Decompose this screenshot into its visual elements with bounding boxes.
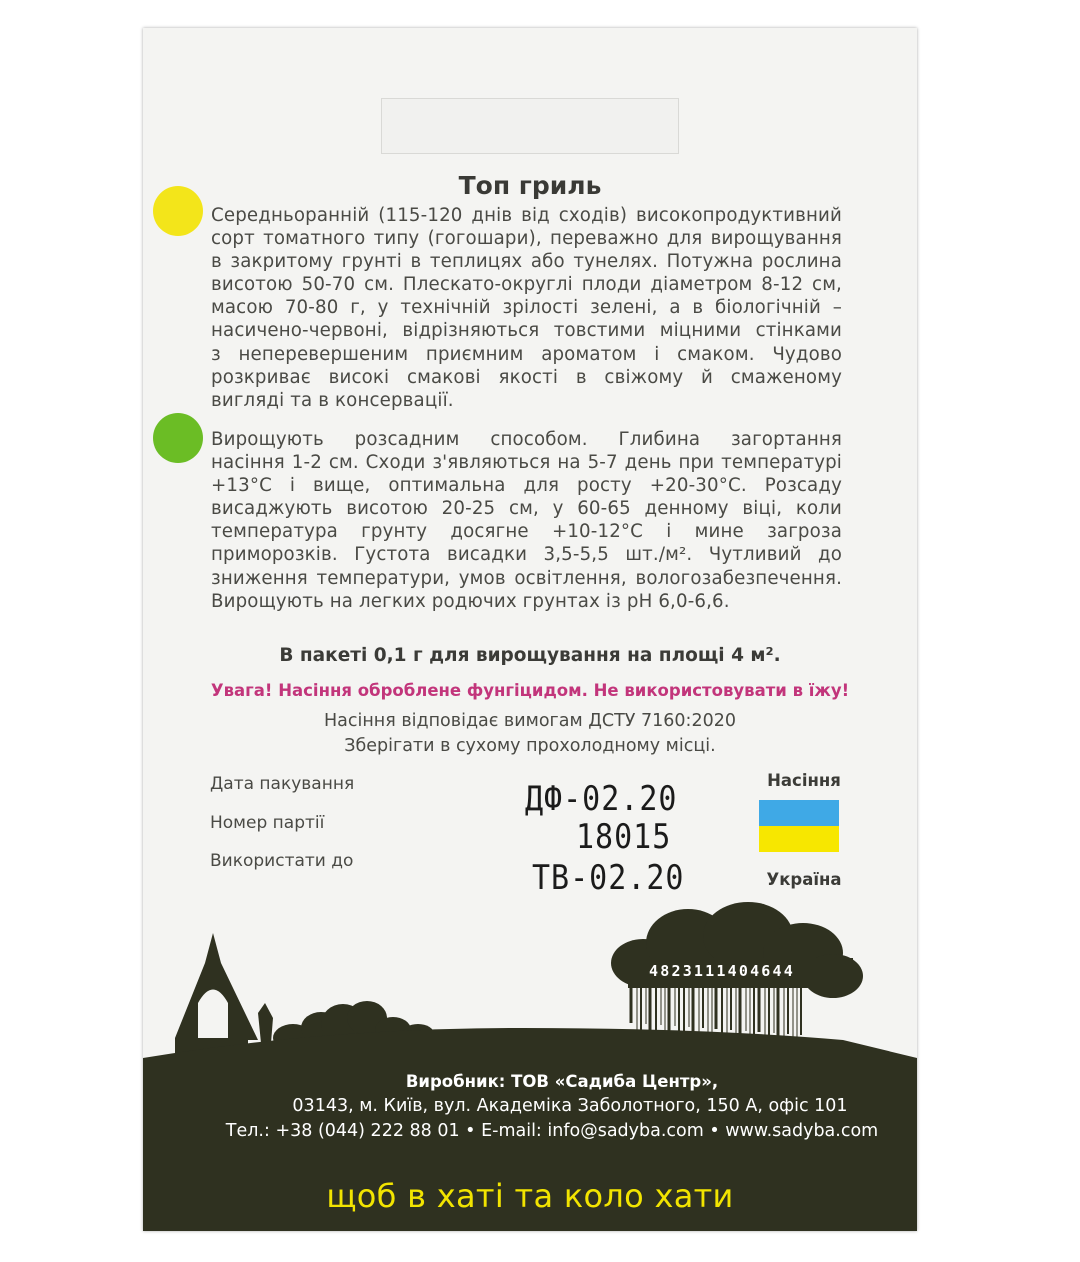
variety-title: Топ гриль [458,171,602,200]
growing-line: +13°С і вище, оптимальна для росту +20-30°С. Розсаду [211,475,842,497]
description-line: масою 70-80 г, у технічній зрілості зелені, а в біологічній – [211,297,842,319]
producer-contacts: Тел.: +38 (044) 222 88 01 • E-mail: info@sadyba.com • www.sadyba.com [225,1121,879,1141]
description-line: вигляді та в консервації. [211,389,454,411]
description-line: розкриває високі смакові якості в свіжому й смаженому [211,366,842,388]
packet-contents: В пакеті 0,1 г для вирощування на площі 4 м². [279,645,781,666]
producer-address: 03143, м. Київ, вул. Академіка Заболотного, 150 А, офіс 101 [292,1096,848,1116]
growing-line: температура грунту досягне +10-12°С і мине загроза [211,521,842,543]
growing-line: висаджують висотою 20-25 см, у 60-65 денному віці, коли [211,498,842,520]
producer-name: Виробник: ТОВ «Садиба Центр», [405,1072,719,1091]
use-by-stamp: ТВ-02.20 [532,858,685,899]
growing-line: Вирощують розсадним способом. Глибина загортання [211,429,842,450]
growing-line: приморозків. Густота висадки 3,5-5,5 шт./м². Чутливий до [211,544,842,566]
brand-slogan: щоб в хаті та коло хати [326,1177,734,1215]
use-by-label: Використати до [210,851,354,871]
flag-top-caption: Насіння [767,771,841,790]
description-line: з неперевершеним приємним ароматом і смаком. Чудово [211,343,842,365]
seed-packet-back [143,28,917,1231]
growing-line: Вирощують на легких родючих грунтах із рН 6,0-6,6. [211,590,730,612]
flag-bottom-caption: Україна [766,870,842,889]
standard-compliance: Насіння відповідає вимогам ДСТУ 7160:2020 [324,711,736,731]
landscape-silhouette [143,28,917,1231]
batch-stamp: 18015 [576,817,672,858]
batch-label: Номер партії [210,813,325,833]
pack-date-stamp: ДФ-02.20 [525,779,678,820]
storage-instructions: Зберігати в сухому прохолодному місці. [344,736,716,756]
description-line: насичено-червоні, відрізняються товстими міцними стінками [211,320,842,342]
description-line: висотою 50-70 см. Плескато-округлі плоди діаметром 8-12 см, [211,274,842,296]
pack-date-label: Дата пакування [210,774,355,794]
description-line: сорт томатного типу (гогошари), переважно для вирощування [211,228,842,250]
growing-line: насіння 1-2 см. Сходи з'являються на 5-7 день при температурі [211,452,842,474]
description-line: в закритому грунті в теплицях або тунелях. Потужна рослина [211,251,842,273]
house-window-icon [198,990,228,1039]
description-line: Середньоранній (115-120 днів від сходів) високопродуктивний [211,205,842,226]
barcode-number: 4823111404644 [649,962,795,980]
growing-line: зниження температури, умов освітлення, вологозабезпечення. [211,567,842,589]
fungicide-warning: Увага! Насіння оброблене фунгіцидом. Не використовувати в їжу! [210,681,850,700]
